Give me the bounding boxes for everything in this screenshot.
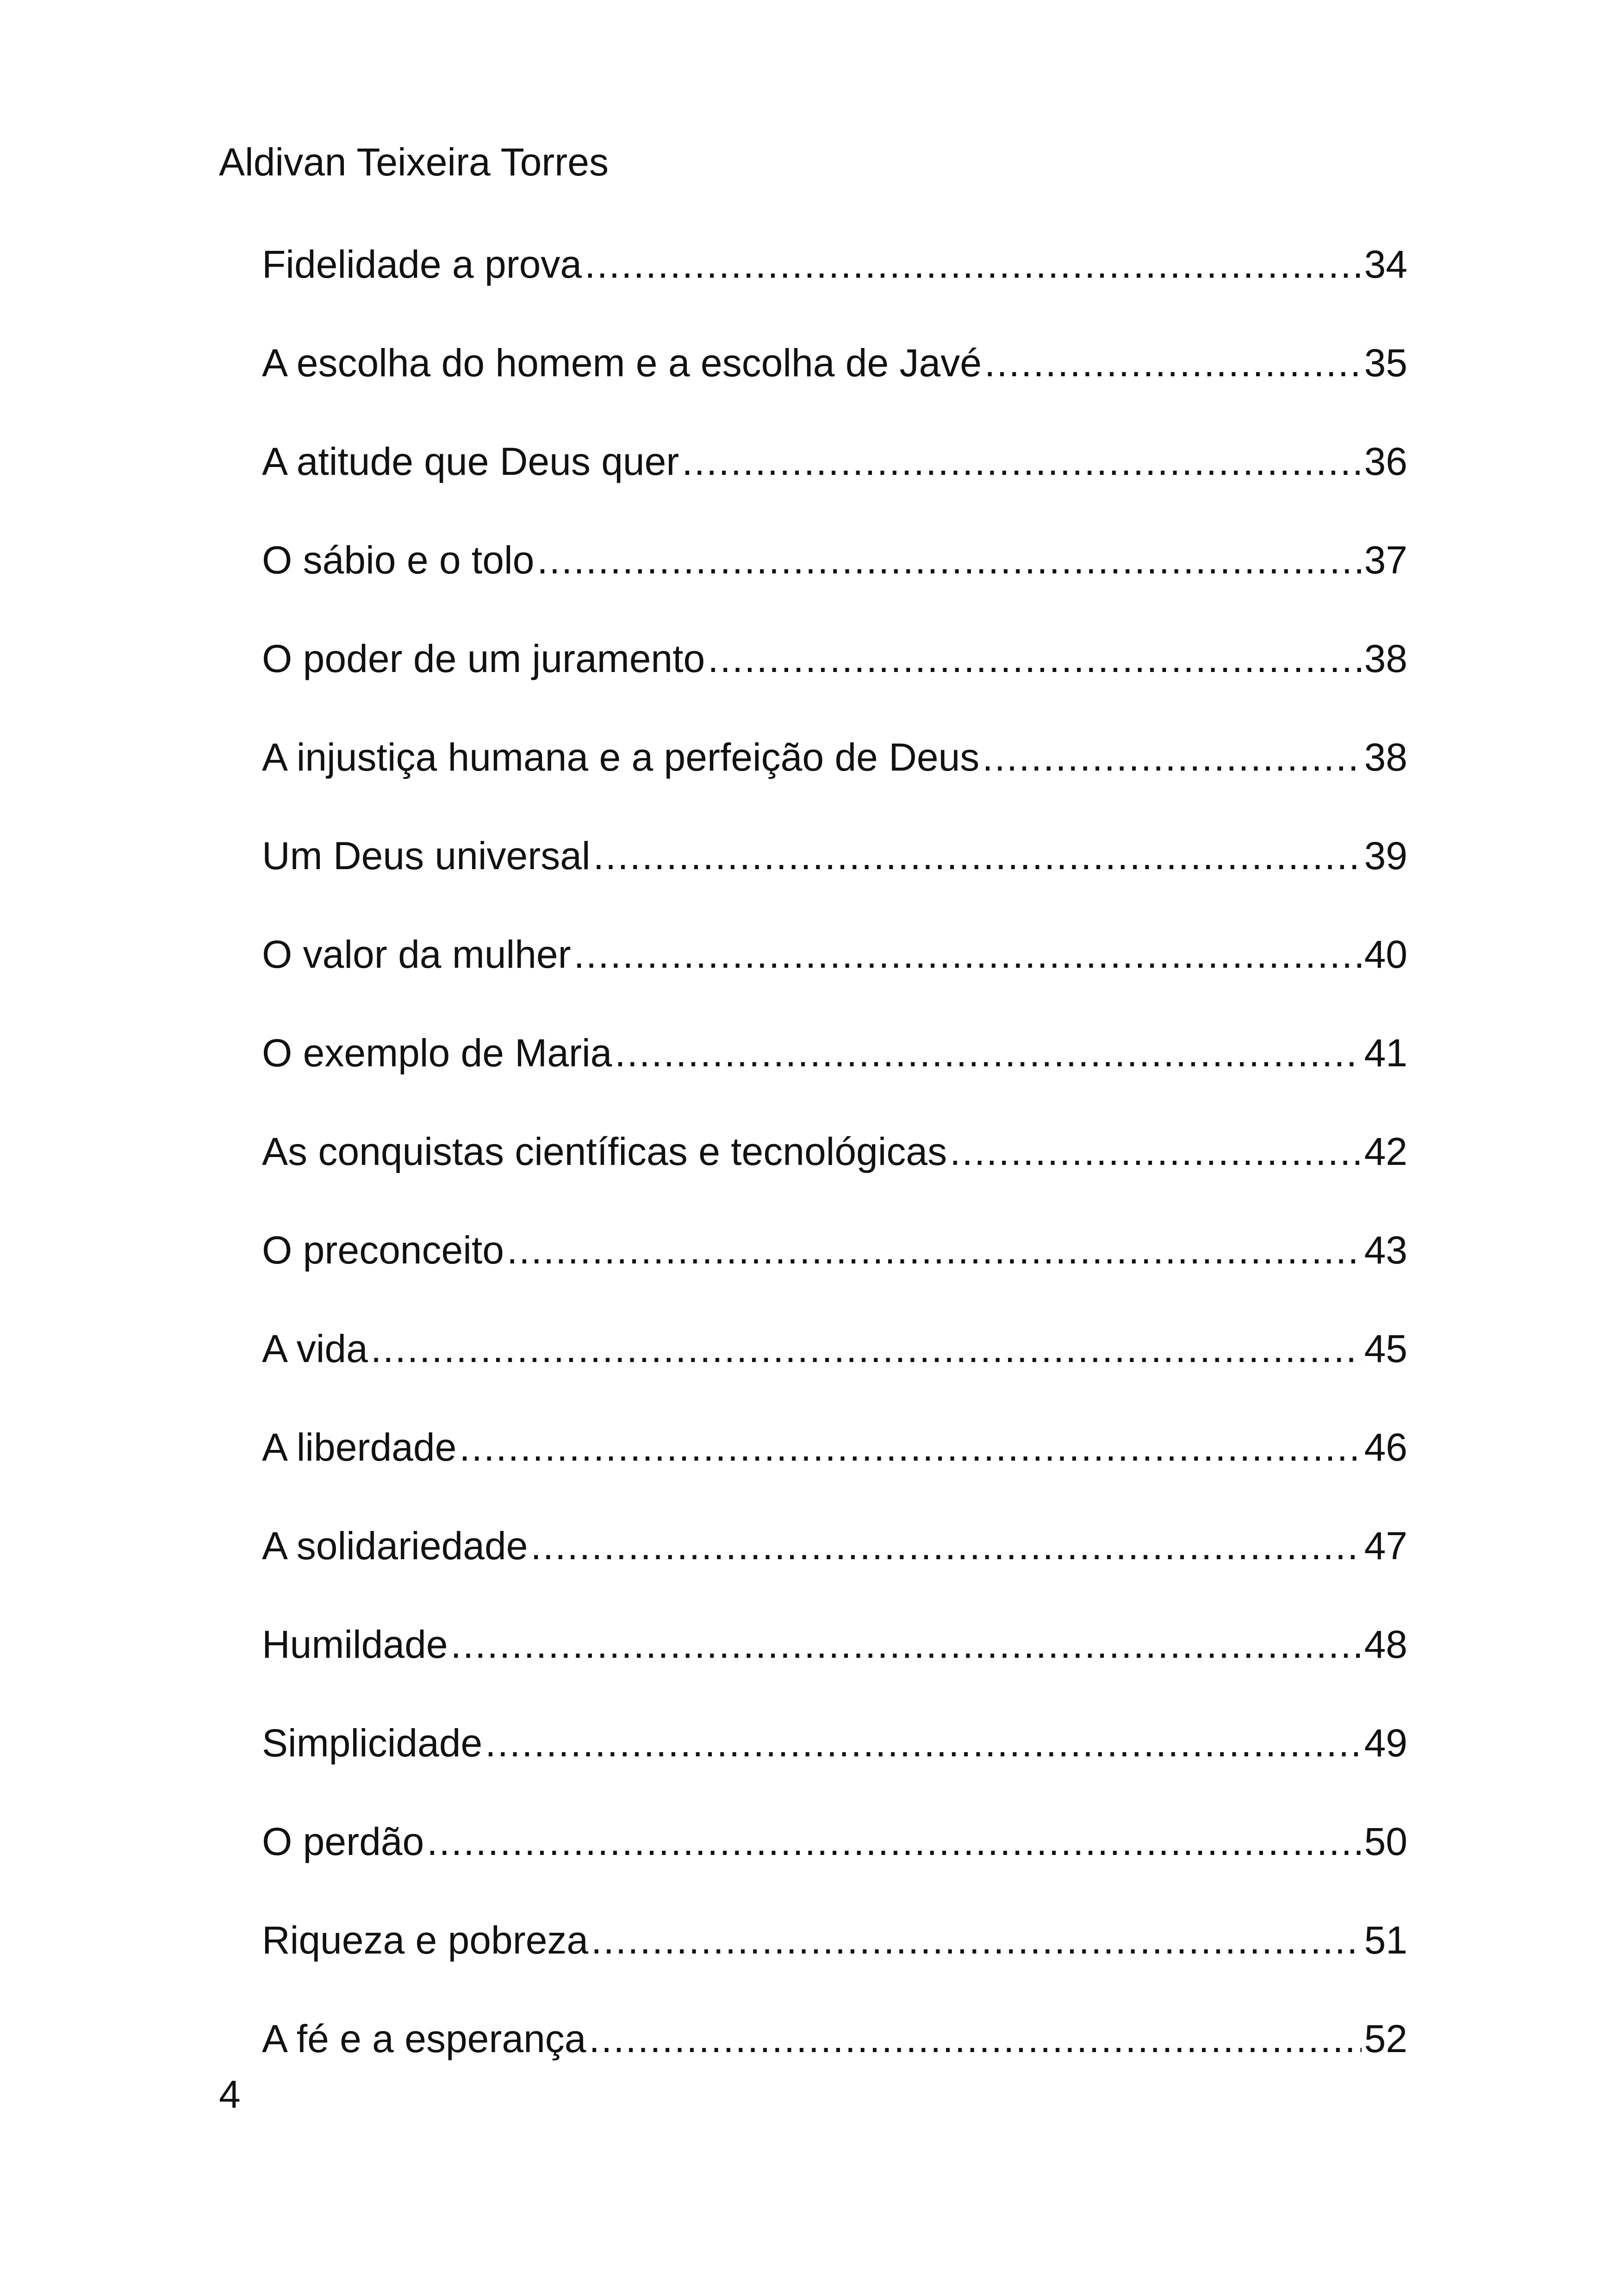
toc-entry-page: 52 — [1364, 2017, 1407, 2060]
toc-entry-page: 40 — [1364, 933, 1407, 976]
toc-entry-page: 38 — [1364, 637, 1407, 680]
toc-entry — [262, 1004, 1407, 1102]
toc-dot-leader — [507, 1228, 1362, 1273]
toc-entry-title: A fé e a esperança — [262, 2017, 586, 2060]
toc-entry-title: As conquistas científicas e tecnológicas — [262, 1130, 947, 1173]
toc-dot-leader — [459, 1425, 1361, 1470]
toc-entry-page: 41 — [1364, 1031, 1407, 1075]
toc-entry-title: A atitude que Deus quer — [262, 440, 679, 483]
toc-dot-leader — [950, 1129, 1361, 1174]
toc-entry — [262, 215, 1407, 314]
toc-dot-leader — [708, 636, 1361, 681]
toc-entry-title: O preconceito — [262, 1228, 504, 1272]
toc-entry — [262, 1694, 1407, 1792]
toc-entry — [262, 511, 1407, 610]
toc-entry-title: Riqueza e pobreza — [262, 1918, 589, 1962]
toc-dot-leader — [585, 242, 1361, 287]
toc-entry-title: A solidariedade — [262, 1524, 528, 1568]
toc-entry-title: O poder de um juramento — [262, 637, 705, 680]
toc-entry-page: 38 — [1364, 735, 1407, 779]
toc-entry — [262, 708, 1407, 807]
toc-entry-page: 42 — [1364, 1130, 1407, 1173]
toc-entry-title: O perdão — [262, 1820, 424, 1863]
toc-entry-page: 49 — [1364, 1721, 1407, 1765]
running-header-author: Aldivan Teixeira Torres — [219, 140, 609, 184]
toc-entry — [262, 905, 1407, 1004]
table-of-contents — [262, 215, 1407, 2088]
toc-dot-leader — [591, 1918, 1361, 1963]
toc-entry-page: 35 — [1364, 341, 1407, 385]
toc-entry-title: Um Deus universal — [262, 834, 591, 877]
toc-entry-page: 45 — [1364, 1327, 1407, 1370]
toc-entry-title: A vida — [262, 1327, 368, 1370]
toc-entry-page: 39 — [1364, 834, 1407, 877]
toc-dot-leader — [537, 538, 1361, 583]
toc-entry — [262, 412, 1407, 511]
page-number: 4 — [219, 2072, 241, 2116]
toc-dot-leader — [984, 341, 1362, 386]
toc-entry-title: A liberdade — [262, 1425, 457, 1469]
toc-dot-leader — [589, 2016, 1362, 2061]
toc-entry-title: Simplicidade — [262, 1721, 483, 1765]
toc-dot-leader — [530, 1524, 1361, 1568]
toc-entry-page: 36 — [1364, 440, 1407, 483]
toc-entry — [262, 1300, 1407, 1398]
toc-entry-title: Humildade — [262, 1623, 448, 1666]
toc-dot-leader — [427, 1819, 1361, 1864]
toc-entry-page: 51 — [1364, 1918, 1407, 1962]
toc-entry-page: 48 — [1364, 1623, 1407, 1666]
toc-entry-title: Fidelidade a prova — [262, 243, 582, 286]
toc-entry — [262, 1201, 1407, 1300]
toc-entry-title: O valor da mulher — [262, 933, 571, 976]
toc-entry — [262, 1497, 1407, 1595]
toc-entry — [262, 1990, 1407, 2088]
toc-dot-leader — [593, 834, 1362, 878]
toc-entry — [262, 1792, 1407, 1891]
toc-entry-page: 34 — [1364, 243, 1407, 286]
toc-entry — [262, 314, 1407, 412]
toc-entry-title: O sábio e o tolo — [262, 538, 535, 582]
toc-dot-leader — [451, 1622, 1362, 1667]
toc-dot-leader — [485, 1721, 1361, 1766]
toc-entry-page: 47 — [1364, 1524, 1407, 1568]
toc-dot-leader — [615, 1031, 1361, 1076]
toc-entry — [262, 807, 1407, 905]
toc-entry — [262, 1398, 1407, 1497]
toc-dot-leader — [982, 735, 1361, 780]
toc-entry — [262, 1102, 1407, 1201]
toc-entry-title: A injustiça humana e a perfeição de Deus — [262, 735, 980, 779]
toc-entry-title: O exemplo de Maria — [262, 1031, 612, 1075]
toc-entry-page: 50 — [1364, 1820, 1407, 1863]
toc-entry — [262, 1595, 1407, 1694]
toc-entry — [262, 1891, 1407, 1990]
toc-entry-page: 37 — [1364, 538, 1407, 582]
toc-dot-leader — [574, 932, 1362, 977]
toc-dot-leader — [682, 439, 1361, 484]
toc-dot-leader — [371, 1326, 1362, 1371]
toc-entry-title: A escolha do homem e a escolha de Javé — [262, 341, 982, 385]
toc-entry-page: 43 — [1364, 1228, 1407, 1272]
toc-entry-page: 46 — [1364, 1425, 1407, 1469]
toc-entry — [262, 610, 1407, 708]
